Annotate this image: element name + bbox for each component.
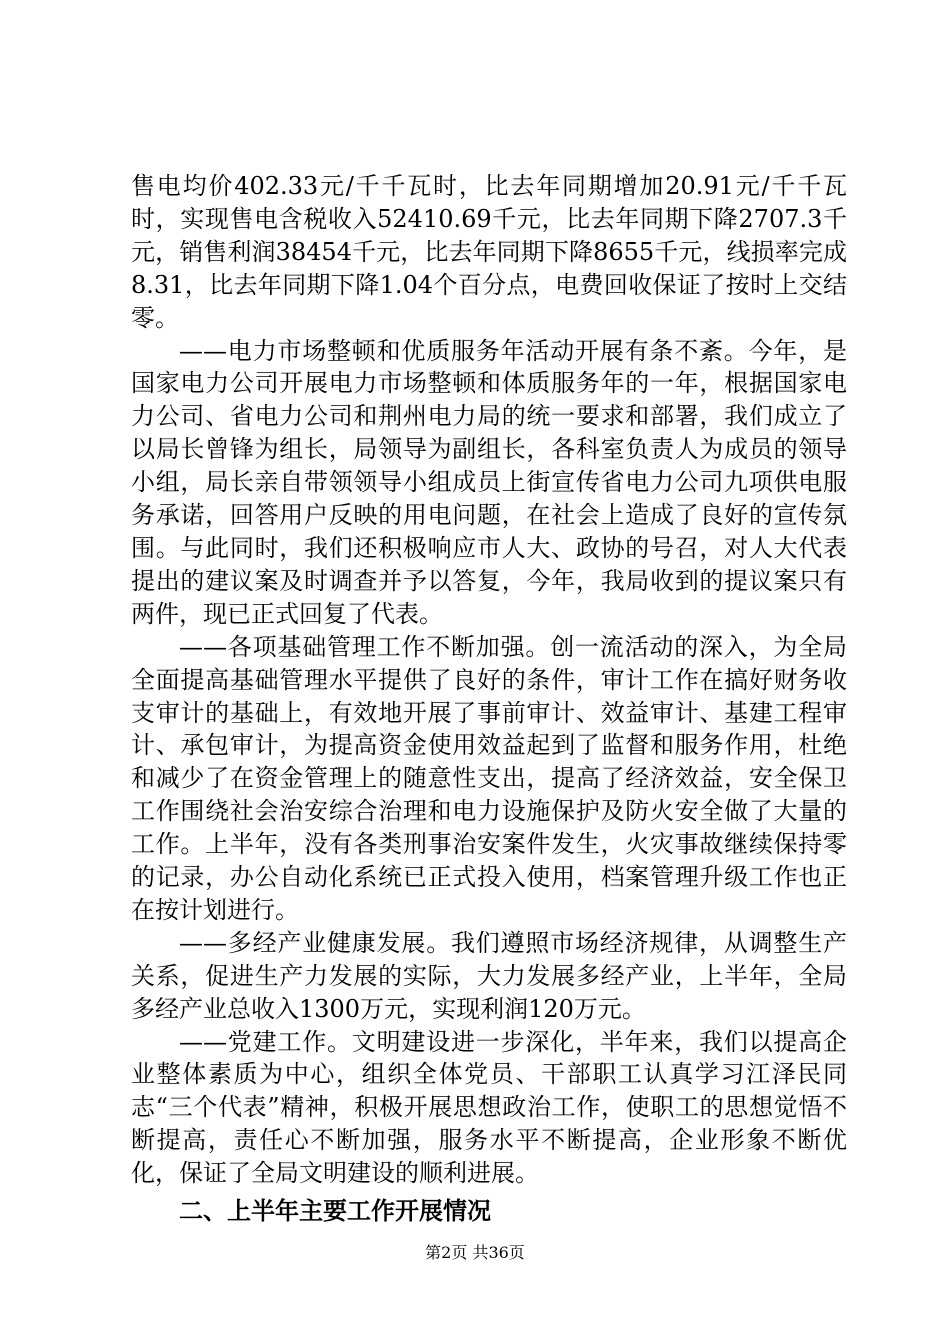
paragraph-market-service: ——电力市场整顿和优质服务年活动开展有条不紊。今年，是国家电力公司开展电力市场整顿和体质服务年的一年，根据国家电力公司、省电力公司和荆州电力局的统一要求和部署，我们成立了以局长曾锋为组长，局领导为副组长，各科室负责人为成员的领导小组，局长亲自带领领导小组成员上街宣传省电力公司九项供电服务承诺，回答用户反映的用电问题，在社会上造成了良好的宣传氛围。与此同时，我们还积极响应市人大、政协的号召，对人大代表提出的建议案及时调查并予以答复，今年，我局收到的提议案只有两件，现已正式回复了代表。	[131, 336, 847, 628]
paragraph-party-building: ——党建工作。文明建设进一步深化，半年来，我们以提高企业整体素质为中心，组织全体党员、干部职工认真学习江泽民同志“三个代表”精神，积极开展思想政治工作，使职工的思想觉悟不断提高，责任心不断加强，服务水平不断提高，企业形象不断优化，保证了全局文明建设的顺利进展。	[131, 1027, 847, 1188]
paragraph-basic-management: ——各项基础管理工作不断加强。创一流活动的深入，为全局全面提高基础管理水平提供了良好的条件，审计工作在搞好财务收支审计的基础上，有效地开展了事前审计、效益审计、基建工程审计、承包审计，为提高资金使用效益起到了监督和服务作用，杜绝和减少了在资金管理上的随意性支出，提高了经济效益，安全保卫工作围绕社会治安综合治理和电力设施保护及防火安全做了大量的工作。上半年，没有各类刑事治安案件发生，火灾事故继续保持零的记录，办公自动化系统已正式投入使用，档案管理升级工作也正在按计划进行。	[131, 632, 847, 924]
paragraph-diversified-industry: ——多经产业健康发展。我们遵照市场经济规律，从调整生产关系，促进生产力发展的实际，大力发展多经产业，上半年，全局多经产业总收入1300万元，实现利润120万元。	[131, 928, 847, 1023]
page-number-footer: 第2页 共36页	[425, 1243, 525, 1262]
section-heading: 二、上半年主要工作开展情况	[179, 1197, 491, 1226]
paragraph-sales-summary: 售电均价402.33元/千千瓦时，比去年同期增加20.91元/千千瓦时，实现售电含税收入52410.69千元，比去年同期下降2707.3千元，销售利润38454千元，比去年同期下降8655千元，线损率完成8.31，比去年同期下降1.04个百分点，电费回收保证了按时上交结零。	[131, 172, 847, 332]
document-body	[131, 170, 847, 1232]
